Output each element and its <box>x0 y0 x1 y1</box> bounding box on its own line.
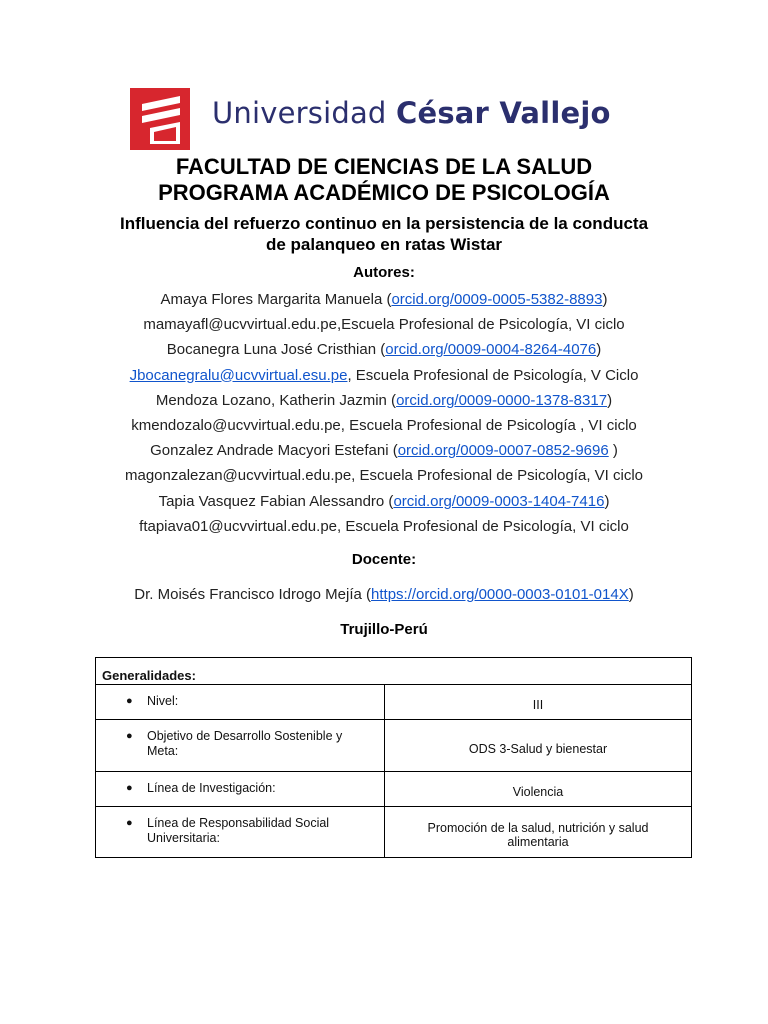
university-name-regular: Universidad <box>212 96 396 130</box>
author-email-line: mamayafl@ucvvirtual.edu.pe,Escuela Profesional de Psicología, VI ciclo <box>143 316 625 334</box>
generalities-table <box>95 657 692 858</box>
authors-heading: Autores: <box>353 264 415 281</box>
author-name: Gonzalez Andrade Macyori Estefani ( <box>150 442 398 460</box>
research-title <box>0 213 768 255</box>
author-line <box>0 287 768 312</box>
authors-list <box>0 287 768 539</box>
author-email-line: magonzalezan@ucvvirtual.edu.pe, Escuela Profesional de Psicología, VI ciclo <box>124 467 643 485</box>
faculty-heading <box>0 154 768 206</box>
row-label-cell <box>96 720 385 771</box>
bullet-icon: ● <box>126 817 133 829</box>
author-name: Bocanegra Luna José Cristhian ( <box>166 341 386 359</box>
university-logo <box>128 86 648 150</box>
author-line <box>0 337 768 362</box>
row-label: Línea de Investigación: <box>147 781 276 795</box>
program-line: PROGRAMA ACADÉMICO DE PSICOLOGÍA <box>158 180 610 205</box>
row-label: Nivel: <box>147 694 179 708</box>
city-country: Trujillo-Perú <box>340 621 428 638</box>
row-label: Línea de Responsabilidad Social Universitaria: <box>147 816 330 845</box>
row-label-cell <box>96 807 385 857</box>
row-label-cell <box>96 772 385 806</box>
email-link[interactable]: Jbocanegralu@ucvvirtual.esu.pe <box>129 366 348 384</box>
table-row <box>96 720 691 772</box>
row-value: ODS 3-Salud y bienestar <box>468 741 608 756</box>
author-email-line <box>0 363 768 388</box>
paren-close: ) <box>608 442 618 460</box>
docente-name: Dr. Moisés Francisco Idrogo Mejía ( <box>134 586 372 603</box>
author-name: Amaya Flores Margarita Manuela ( <box>160 291 392 308</box>
table-row <box>96 772 691 807</box>
paren-close: ) <box>628 586 634 603</box>
table-header <box>96 658 691 685</box>
docente-line <box>0 586 768 603</box>
orcid-link[interactable]: orcid.org/0009-0007-0852-9696 <box>397 442 609 460</box>
author-name: Tapia Vasquez Fabian Alessandro ( <box>158 492 394 510</box>
row-value: III <box>532 698 544 712</box>
row-label: Objetivo de Desarrollo Sostenible y Meta: <box>147 729 343 758</box>
row-label-cell <box>96 685 385 719</box>
research-title-line2: de palanqueo en ratas Wistar <box>265 235 503 254</box>
row-value: Promoción de la salud, nutrición y salud alimentaria <box>427 821 649 849</box>
faculty-line: FACULTAD DE CIENCIAS DE LA SALUD <box>175 154 593 179</box>
author-line <box>0 438 768 463</box>
bullet-icon: ● <box>126 695 133 707</box>
orcid-link[interactable]: orcid.org/0009-0005-5382-8893 <box>391 291 603 308</box>
bullet-icon: ● <box>126 782 133 794</box>
author-name: Mendoza Lozano, Katherin Jazmin ( <box>155 391 397 409</box>
docente-heading: Docente: <box>351 551 417 568</box>
paren-close: ) <box>607 391 613 409</box>
table-heading: Generalidades: <box>102 668 196 683</box>
author-email-line: kmendozalo@ucvvirtual.edu.pe, Escuela Profesional de Psicología , VI ciclo <box>131 417 637 435</box>
university-name <box>212 96 611 130</box>
orcid-link[interactable]: orcid.org/0009-0004-8264-4076 <box>385 341 597 359</box>
research-title-line1: Influencia del refuerzo continuo en la persistencia de la conducta <box>119 214 649 233</box>
author-email-line: ftapiava01@ucvvirtual.edu.pe, Escuela Profesional de Psicología, VI ciclo <box>139 517 629 535</box>
docente-orcid-link[interactable]: https://orcid.org/0000-0003-0101-014X <box>371 586 629 603</box>
paren-close: ) <box>596 341 602 359</box>
bullet-icon: ● <box>126 730 133 742</box>
author-school: , Escuela Profesional de Psicología, V Ciclo <box>347 366 639 384</box>
row-value: Violencia <box>512 785 564 799</box>
author-line <box>0 489 768 514</box>
orcid-link[interactable]: orcid.org/0009-0000-1378-8317 <box>396 391 608 409</box>
orcid-link[interactable]: orcid.org/0009-0003-1404-7416 <box>393 492 605 510</box>
paren-close: ) <box>602 291 608 308</box>
table-row <box>96 685 691 720</box>
ucv-emblem-icon <box>128 86 192 150</box>
table-row <box>96 807 691 857</box>
university-name-bold: César Vallejo <box>395 96 611 130</box>
paren-close: ) <box>604 492 610 510</box>
author-line <box>0 388 768 413</box>
